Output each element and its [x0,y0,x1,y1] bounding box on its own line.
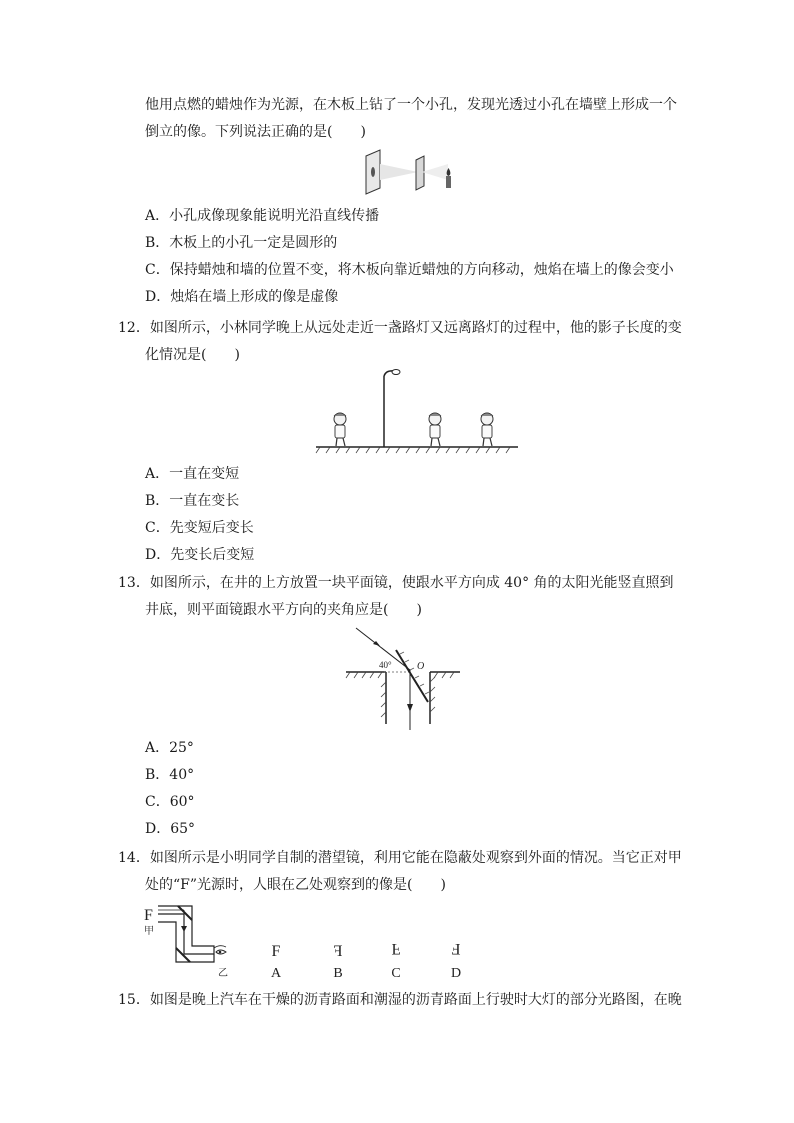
source-letter: F [144,907,153,924]
q14-periscope-figure [140,900,480,982]
q11-text-line1: 他用点燃的蜡烛作为光源，在木板上钻了一个小孔，发现光透过小孔在墙壁上形成一个 [145,97,677,113]
inverted-image [371,167,375,177]
q13-text-line1: 13．如图所示，在井的上方放置一块平面镜，使跟水平方向成 40° 角的太阳光能竖直照到 [118,575,674,591]
q12-text-line1: 12．如图所示，小林同学晚上从远处走近一盏路灯又远离路灯的过程中，他的影子长度的变 [118,320,682,336]
q12-option-a: A．一直在变短 [145,466,240,482]
q11-option-b: B．木板上的小孔一定是圆形的 [145,235,338,251]
top-mirror [178,906,192,920]
q14-text-line2: 处的“F”光源时，人眼在乙处观察到的像是( ) [145,877,446,893]
person-right-icon [481,413,493,446]
light-cone-right [422,164,448,180]
q11-option-a: A．小孔成像现象能说明光沿直线传播 [145,208,380,224]
plane-mirror [396,650,428,702]
choice-b-glyph: F [333,943,343,960]
choice-a-label: A [270,966,282,981]
light-cone-left [380,164,418,180]
label-yi: 乙 [218,968,228,979]
candle [446,176,451,188]
q15-text-line1: 15．如图是晚上汽车在干燥的沥青路面和潮湿的沥青路面上行驶时大灯的部分光路图，在晚 [118,992,682,1008]
choice-a-glyph: F [271,943,281,960]
q12-option-c: C．先变短后变长 [145,520,254,536]
q11-text-line2: 倒立的像。下列说法正确的是( ) [145,124,366,140]
choice-c-label: C [391,966,401,981]
periscope-inner [158,914,214,954]
q13-option-b: B．40° [145,767,195,783]
lamp-bulb-icon [392,370,400,375]
choice-b-label: B [333,966,343,981]
q11-pinhole-figure [360,148,460,198]
q12-text-line2: 化情况是( ) [145,347,240,363]
label-jia: 甲 [144,926,154,937]
q13-option-c: C．60° [145,794,195,810]
q12-streetlight-figure [312,366,522,456]
bottom-mirror [176,948,190,962]
q12-option-b: B．一直在变长 [145,493,240,509]
q11-option-d: D．烛焰在墙上形成的像是虚像 [145,289,339,305]
q11-option-c: C．保持蜡烛和墙的位置不变，将木板向靠近蜡烛的方向移动，烛焰在墙上的像会变小 [145,262,674,278]
reflected-arrow-icon [407,704,413,712]
angle-label: 40° [379,660,392,670]
pinhole-board [416,156,424,190]
q13-option-a: A．25° [145,740,194,756]
choice-d-glyph: F [451,940,461,957]
q13-well-mirror-figure [344,624,464,734]
point-o-label: O [417,661,425,672]
person-far-left-icon [334,413,346,446]
q14-text-line1: 14．如图所示是小明同学自制的潜望镜，利用它能在隐蔽处观察到外面的情况。当它正对甲 [118,850,682,866]
person-middle-icon [429,413,441,446]
choice-d-label: D [450,966,462,981]
ground-hatching [316,447,510,453]
ray-arrow-icon [181,926,187,932]
choice-c-glyph: F [391,940,401,957]
q13-text-line2: 井底，则平面镜跟水平方向的夹角应是( ) [145,602,422,618]
q12-option-d: D．先变长后变短 [145,547,255,563]
q13-option-d: D．65° [145,821,196,837]
